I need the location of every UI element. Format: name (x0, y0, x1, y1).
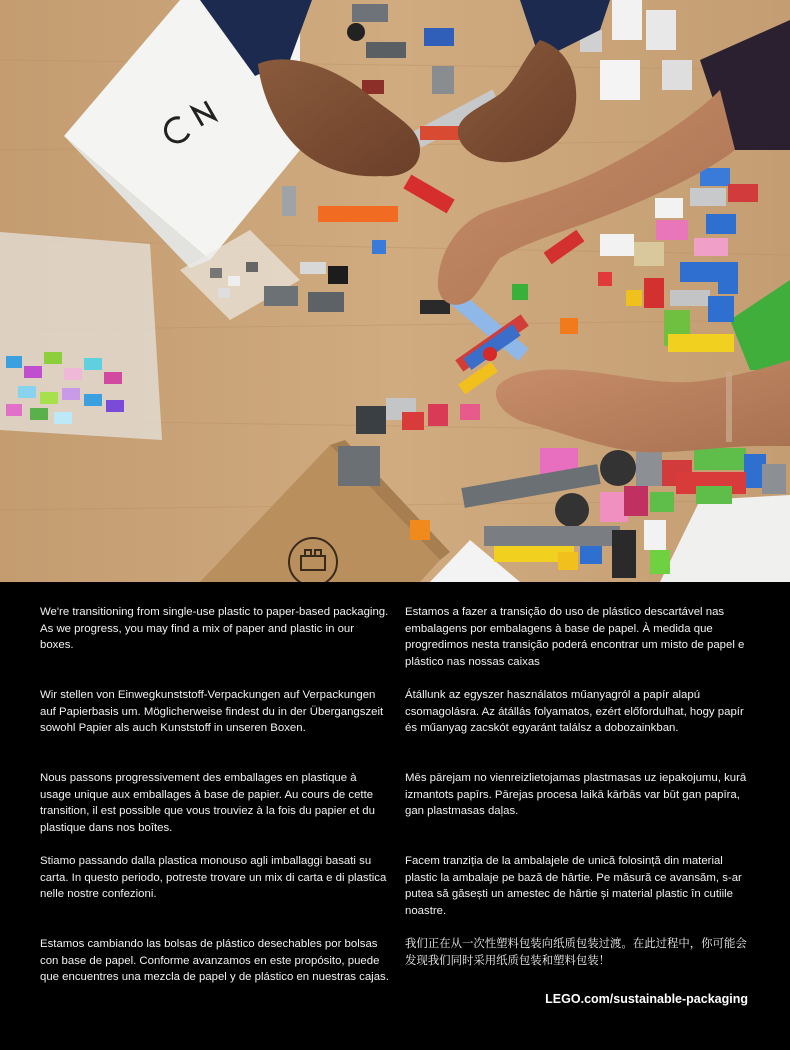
message-romanian: Facem tranziția de la ambalajele de unică folosință din material plastic la ambalaje pe bază de hârtie. Pe măsură ce avansăm, s-ar putea să găsești un amestec de hârtie și material plastic în cutiile noastre. (405, 855, 742, 917)
sustainable-packaging-link[interactable]: LEGO.com/sustainable-packaging (545, 992, 748, 1006)
message-chinese: 我们正在从一次性塑料包装向纸质包装过渡。在此过程中，你可能会发现我们同时采用纸质包装和塑料包装！ (405, 938, 747, 967)
plastic-bag-with-bricks (0, 232, 162, 440)
message-italian: Stiamo passando dalla plastica monouso agli imballaggi basati su carta. In questo periodo, potreste trovare un mix di carta e di plastica nelle nostre confezioni. (40, 855, 387, 900)
message-latvian: Mēs pārejam no vienreizlietojamas plastmasas uz iepakojumu, kurā izmantots papīrs. Pārejas procesa laikā kārbās var būt gan papīra, gan plastmasas daļas. (405, 772, 747, 817)
message-hungarian: Átállunk az egyszer használatos műanyagról a papír alapú csomagolásra. Az átállás folyamatos, ezért előfordulhat, hogy papír és műanyag zacskót egyaránt találsz a dobozainkban. (405, 689, 744, 734)
message-spanish: Estamos cambiando las bolsas de plástico desechables por bolsas con base de papel. Conforme avanzamos en este propósito, puede que encuentres una mezcla de papel y de plástico en nuestras cajas. (40, 938, 389, 983)
message-french: Nous passons progressivement des emballages en plastique à usage unique aux emballages à base de papier. Au cours de cette transition, il est possible que vous trouviez à la fois du papier et du plastique dans nos boîtes. (40, 772, 375, 834)
message-german: Wir stellen von Einwegkunststoff-Verpackungen auf Verpackungen auf Papierbasis um. Möglicherweise findest du in der Übergangszeit sowohl Papier als auch Kunststoff in unseren Boxen. (40, 689, 384, 734)
message-portuguese: Estamos a fazer a transição do uso de plástico descartável nas embalagens por embalagens à base de papel. À medida que progredimos nesta transição poderá encontrar um misto de papel e plástico nas nossas caixas (405, 606, 745, 668)
multilingual-notice (0, 582, 790, 1050)
message-english: We're transitioning from single-use plastic to paper-based packaging. As we progress, you may find a mix of paper and plastic in our boxes. (40, 606, 389, 651)
